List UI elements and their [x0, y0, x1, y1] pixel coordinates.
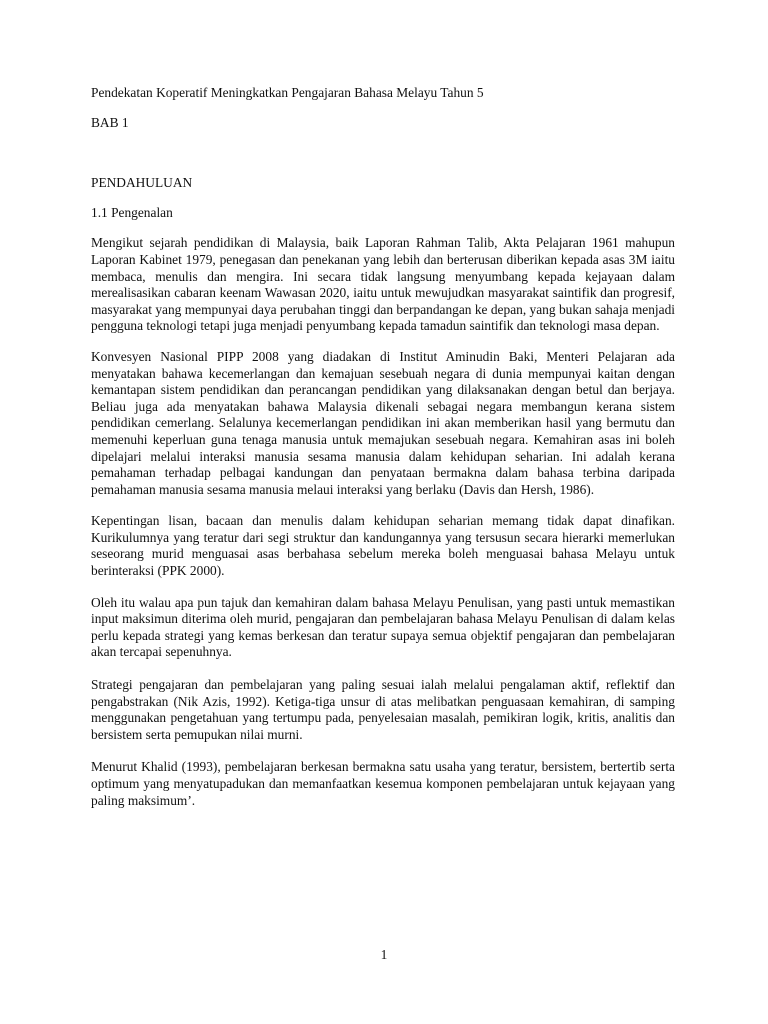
section-subheading: 1.1 Pengenalan [91, 204, 173, 220]
paragraph-6: Menurut Khalid (1993), pembelajaran berkesan bermakna satu usaha yang teratur, bersistem, bertertib serta optimum yang menyatupadukan dan memanfaatkan kesemua komponen pembelajaran untuk kejayaan yang paling maksimum’. [91, 759, 675, 808]
chapter-label: BAB 1 [91, 114, 129, 130]
section-heading: PENDAHULUAN [91, 175, 193, 191]
paragraph-2: Konvesyen Nasional PIPP 2008 yang diadakan di Institut Aminudin Baki, Menteri Pelajaran ada menyatakan bahawa kecemerlangan dan kemajuan sesebuah negara di dunia mempunyai kaitan dengan kemantapan sistem pendidikan dan perancangan pendidikan yang dilaksanakan dengan betul dan berjaya. Beliau juga ada menyatakan bahawa Malaysia dikenali sebagai negara membangun kerana sistem pendidikan cemerlang. Selalunya kecemerlangan pendidikan ini akan memberikan hasil yang bermutu dan memenuhi keperluan guna tenaga manusia untuk memajukan sesebuah negara. Kemahiran asas ini boleh dipelajari melalui interaksi manusia sesama manusia dalam kehidupan seharian. Ini adalah kerana pemahaman terhadap pelbagai kandungan dan penyataan bermakna dalam bahasa terbina daripada pemahaman manusia sesama manusia melaui interaksi yang berlaku (Davis dan Hersh, 1986). [91, 348, 675, 497]
paragraph-1: Mengikut sejarah pendidikan di Malaysia, baik Laporan Rahman Talib, Akta Pelajaran 1961 mahupun Laporan Kabinet 1979, penegasan dan penekanan yang lebih dan berterusan diberikan kepada asas 3M iaitu membaca, menulis dan mengira. Ini secara tidak langsung menyumbang kepada kejayaan dalam merealisasikan cabaran keenam Wawasan 2020, iaitu untuk mewujudkan masyarakat saintifik dan progresif, masyarakat yang mempunyai daya perubahan tinggi dan berpandangan ke depan, yang bukan sahaja menjadi pengguna teknologi tetapi juga menjadi penyumbang kepada tamadun saintifik dan teknologi masa depan. [91, 235, 675, 334]
document-title: Pendekatan Koperatif Meningkatkan Pengajaran Bahasa Melayu Tahun 5 [91, 85, 484, 100]
document-body [91, 78, 675, 809]
paragraph-4: Oleh itu walau apa pun tajuk dan kemahiran dalam bahasa Melayu Penulisan, yang pasti untuk memastikan input maksimun diterima oleh murid, pengajaran dan pembelajaran bahasa Melayu Penulisan di dalam kelas perlu kepada strategi yang kemas berkesan dan teratur supaya semua objektif pengajaran dan pembelajaran akan tercapai sepenuhnya. [91, 594, 675, 660]
paragraph-5: Strategi pengajaran dan pembelajaran yang paling sesuai ialah melalui pengalaman aktif, reflektif dan pengabstrakan (Nik Azis, 1992). Ketiga-tiga unsur di atas melibatkan penguasaan kemahiran, di samping menggunakan pengetahuan yang tertumpu pada, penyelesaian masalah, pemikiran logik, kritis, analitis dan bersistem serta pemupukan nilai murni. [91, 677, 675, 742]
paragraph-3: Kepentingan lisan, bacaan dan menulis dalam kehidupan seharian memang tidak dapat dinafikan. Kurikulumnya yang teratur dari segi struktur dan kandungannya yang tersusun secara hierarki memerlukan seseorang murid menguasai asas berbahasa sebelum mereka boleh menguasai bahasa Melayu untuk berinteraksi (PPK 2000). [91, 513, 675, 579]
page-number: 1 [380, 947, 388, 962]
